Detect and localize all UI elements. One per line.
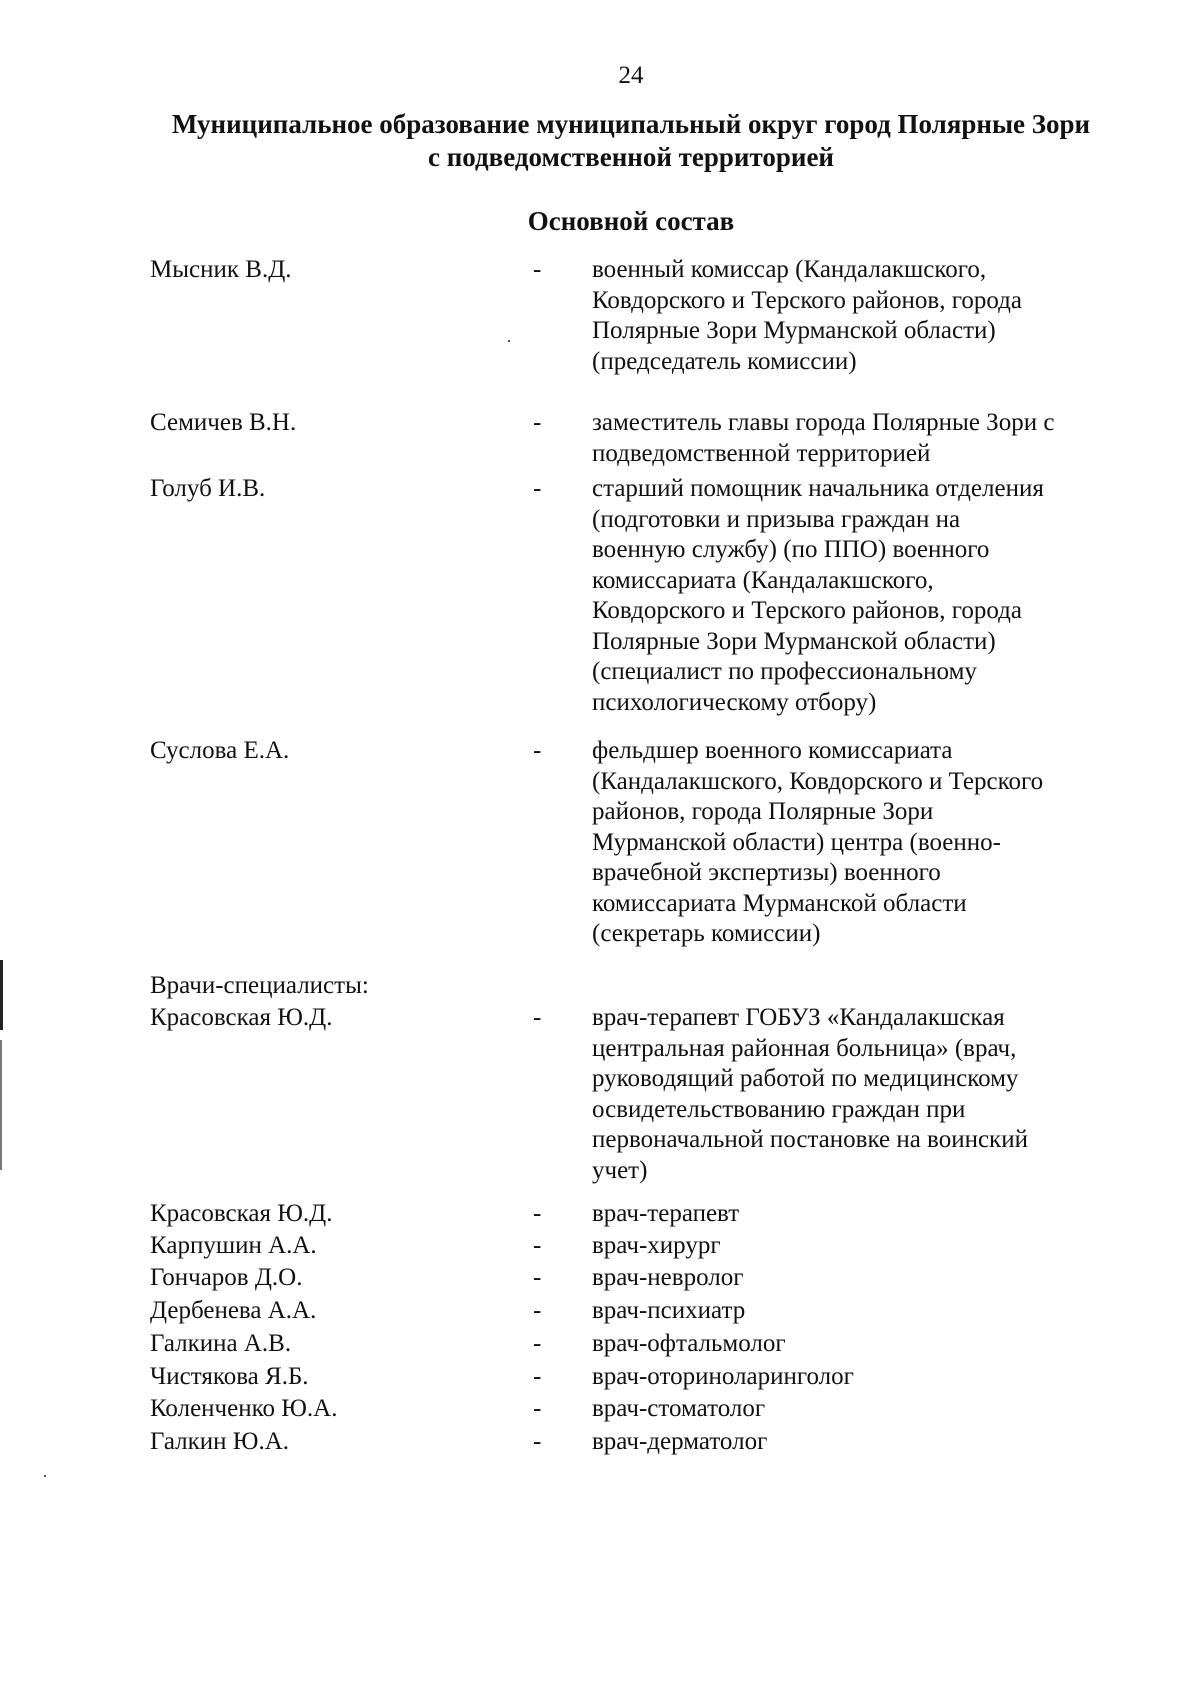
specialist-role: врач-хирург <box>592 1232 721 1259</box>
specialist-dash: - <box>533 1200 542 1227</box>
description-line: Ковдорского и Терского районов, города <box>592 286 1022 314</box>
specialists-label: Врачи-специалисты: <box>150 972 369 999</box>
page-number: 24 <box>618 62 644 89</box>
specialist-name: Чистякова Я.Б. <box>150 1363 309 1390</box>
specialist-role: врач-невролог <box>592 1264 744 1291</box>
member-name: Семичев В.Н. <box>150 409 297 436</box>
description-line: руководящий работой по медицинскому <box>592 1065 1019 1092</box>
member-dash: - <box>533 256 542 283</box>
description-line: (подготовки и призыва граждан на <box>592 505 961 533</box>
specialist-name: Коленченко Ю.А. <box>150 1395 338 1422</box>
section-subtitle: Основной состав <box>527 206 735 236</box>
member-dash: - <box>533 409 542 436</box>
specialist-dash: - <box>533 1428 542 1455</box>
description-line: Полярные Зори Мурманской области) <box>592 317 996 344</box>
member-name: Суслова Е.А. <box>150 737 290 764</box>
description-line: психологическому отбору) <box>592 688 877 716</box>
description-line: комиссариата Мурманской области <box>592 889 967 917</box>
scan-speck <box>508 340 510 342</box>
scan-speck <box>44 1475 46 1477</box>
scan-edge-mark <box>0 1040 2 1170</box>
description-line: комиссариата (Кандалакшского, <box>592 566 934 594</box>
specialist-name: Гончаров Д.О. <box>150 1264 303 1291</box>
specialist-description <box>592 1003 1152 1186</box>
member-dash: - <box>533 737 542 764</box>
description-line: учет) <box>592 1156 648 1184</box>
description-line: врачебной экспертизы) военного <box>592 859 941 886</box>
description-line: военную службу) (по ППО) военного <box>592 536 990 563</box>
specialist-dash: - <box>533 1232 542 1259</box>
member-name: Голуб И.В. <box>150 475 266 502</box>
member-description <box>592 255 1152 377</box>
member-description <box>592 736 1152 950</box>
description-line: центральная районная больница» (врач, <box>592 1034 1017 1062</box>
description-line: заместитель главы города Полярные Зори с <box>592 409 1055 436</box>
description-line: старший помощник начальника отделения <box>592 475 1044 502</box>
specialist-name: Галкина А.В. <box>150 1330 292 1357</box>
specialist-role: врач-дерматолог <box>592 1428 768 1455</box>
specialist-role: врач-терапевт <box>592 1200 740 1227</box>
specialist-role: врач-психиатр <box>592 1297 746 1324</box>
description-line: (секретарь комиссии) <box>592 920 821 947</box>
specialist-dash: - <box>533 1330 542 1357</box>
description-line: врач-терапевт ГОБУЗ «Кандалакшская <box>592 1004 1005 1031</box>
description-line: Полярные Зори Мурманской области) <box>592 627 996 655</box>
specialist-role: врач-стоматолог <box>592 1395 766 1422</box>
scan-edge-mark <box>0 960 3 1030</box>
member-description <box>592 408 1152 469</box>
description-line: освидетельствованию граждан при <box>592 1095 966 1123</box>
description-line: фельдшер военного комиссариата <box>592 737 953 764</box>
page-title-line-1: Муниципальное образование муниципальный округ город Полярные Зори <box>171 109 1091 139</box>
member-description <box>592 474 1152 718</box>
specialist-dash: - <box>533 1264 542 1291</box>
description-line: (председатель комиссии) <box>592 347 857 375</box>
page-title <box>130 108 1132 174</box>
description-line: (Кандалакшского, Ковдорского и Терского <box>592 767 1044 795</box>
member-name: Мысник В.Д. <box>150 256 292 283</box>
specialist-name: Красовская Ю.Д. <box>150 1004 333 1031</box>
member-dash: - <box>533 475 542 502</box>
description-line: подведомственной территорией <box>592 439 931 467</box>
specialist-role: врач-оториноларинголог <box>592 1363 854 1390</box>
specialist-name: Красовская Ю.Д. <box>150 1200 333 1227</box>
description-line: военный комиссар (Кандалакшского, <box>592 256 987 283</box>
description-line: первоначальной постановке на воинский <box>592 1126 1028 1153</box>
description-line: Ковдорского и Терского районов, города <box>592 597 1022 624</box>
specialist-dash: - <box>533 1363 542 1390</box>
specialist-name: Карпушин А.А. <box>150 1232 317 1259</box>
specialist-dash: - <box>533 1395 542 1422</box>
specialist-dash: - <box>533 1004 542 1031</box>
page-title-line-2: с подведомственной территорией <box>427 142 834 172</box>
description-line: районов, города Полярные Зори <box>592 798 934 825</box>
specialist-dash: - <box>533 1297 542 1324</box>
description-line: Мурманской области) центра (военно- <box>592 828 1001 856</box>
description-line: (специалист по профессиональному <box>592 658 977 685</box>
specialist-role: врач-офтальмолог <box>592 1330 786 1357</box>
specialist-name: Галкин Ю.А. <box>150 1428 290 1455</box>
specialist-name: Дербенева А.А. <box>150 1297 317 1324</box>
